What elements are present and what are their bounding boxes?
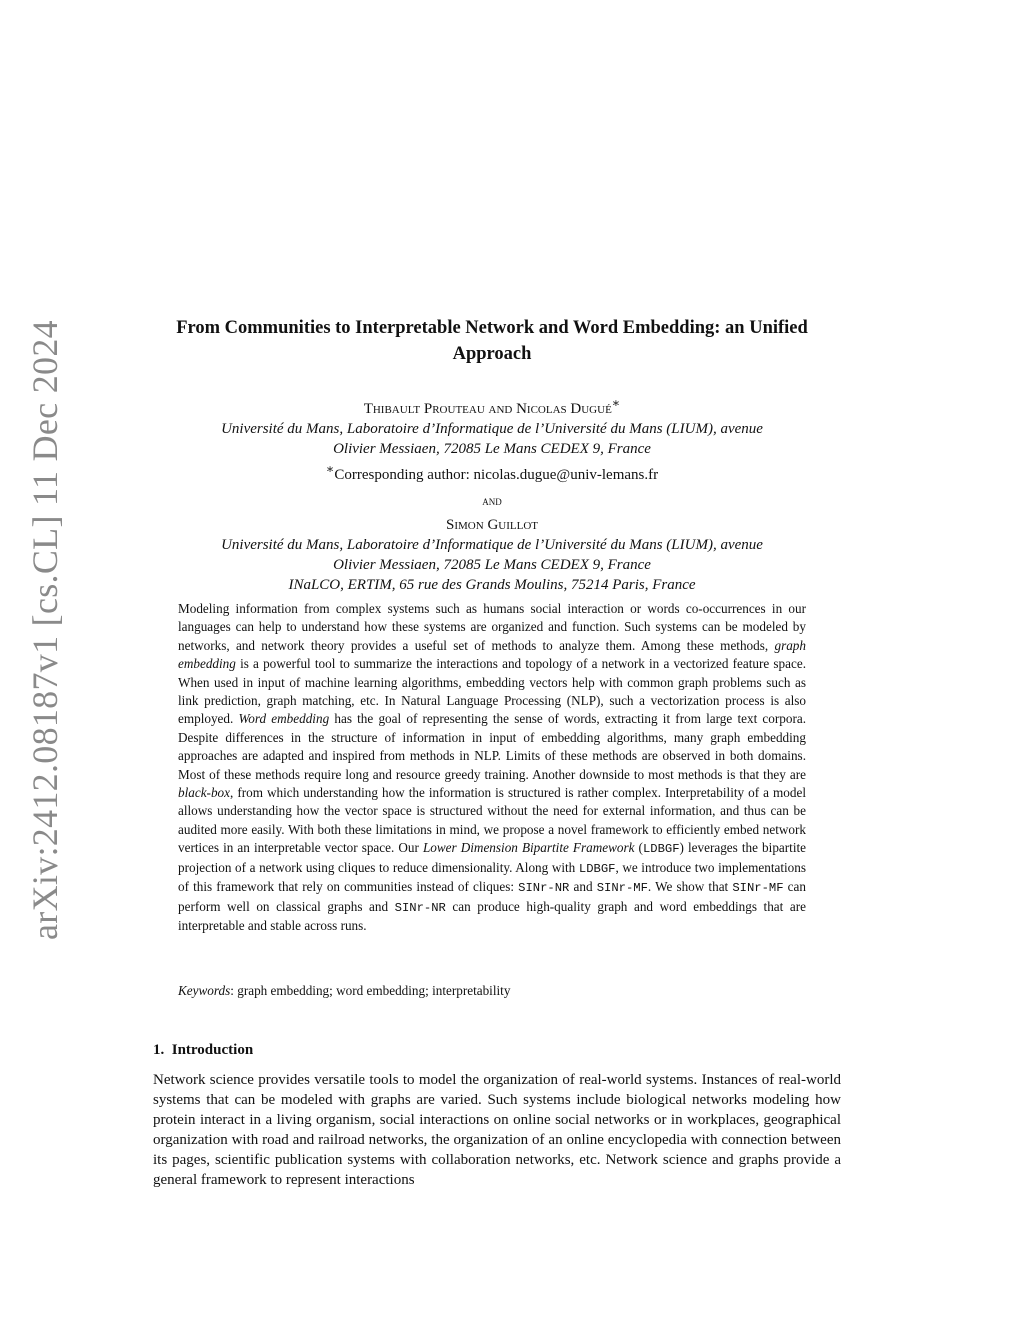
affiliation-line: Olivier Messiaen, 72085 Le Mans CEDEX 9, France <box>333 557 651 573</box>
method-name: SINr-MF <box>596 881 648 896</box>
affiliation-line: INaLCO, ERTIM, 65 rue des Grands Moulins, 75214 Paris, France <box>288 577 696 593</box>
abstract-text: , from which understanding how the information is structured is rather complex. Interpretability of a model allows understanding how the vector space is structured without the need for external information, and thus can be audited more easily. With both these limitations in mind, we propose a novel framework to efficiently embed network vertices in an interpretable vector space. Our <box>178 785 806 856</box>
abstract-text: ( <box>634 840 643 856</box>
method-name: SINr-NR <box>518 881 570 896</box>
method-name: SINr-MF <box>732 881 784 896</box>
abstract-text: and <box>569 879 597 895</box>
abstract-emphasis: black-box <box>178 785 230 801</box>
abstract-text: has the goal of representing the sense of words, extracting it from large text corpora. Despite differences in the structure of information in input of embedding algorithms, many graph embedding approaches are adapted and inspired from methods in NLP. Limits of these methods are observed in both domains. Most of these methods require long and resource greedy training. Another downside to most methods is that they are <box>178 711 806 782</box>
author-names-first: Thibault Prouteau and Nicolas Dugué <box>363 401 612 417</box>
section-heading-introduction <box>153 1040 253 1060</box>
keywords <box>178 982 806 1000</box>
keywords-label: Keywords <box>178 983 231 998</box>
corresponding-marker: ∗ <box>611 396 621 410</box>
method-name: LDBGF <box>642 842 680 857</box>
affiliation-line: Université du Mans, Laboratoire d’Informatique de l’Université du Mans (LIUM), avenue <box>221 421 763 437</box>
abstract-text: can perform well on classical graphs and <box>178 879 806 914</box>
abstract-emphasis: Word embedding <box>238 711 330 727</box>
corresponding-marker: ∗ <box>325 462 335 476</box>
author-names-second: Simon Guillot <box>446 517 538 533</box>
section-title: Introduction <box>171 1042 254 1058</box>
abstract-paragraph <box>178 600 806 935</box>
introduction-paragraph: Network science provides versatile tools to model the organization of real-world systems. Instances of real-world systems that can be modeled with graphs are varied. Such systems include biological networks modeling how protein interact in a living organism, social interactions on online social networks or in workplaces, geographical organization with road and railroad networks, the organization of an online encyclopedia with connection between its pages, scientific publication systems with collaboration networks, etc. Network science and graphs provide a general framework to represent interactions <box>153 1072 841 1189</box>
abstract <box>178 600 806 935</box>
introduction-body <box>153 1070 841 1191</box>
affiliation-line: Olivier Messiaen, 72085 Le Mans CEDEX 9, France <box>333 441 651 457</box>
abstract-text: Modeling information from complex systems such as humans social interaction or words co-occurrences in our languages can help to understand how these systems are organized and function. Such systems can be modeled by networks, and network theory provides a useful set of methods to analyze them. Among these methods, <box>178 601 806 653</box>
abstract-text: ) leverages the bipartite projection of a network using cliques to reduce dimensionality. Along with <box>178 840 807 875</box>
author-names-1 <box>150 393 834 419</box>
keywords-text: : graph embedding; word embedding; interpretability <box>230 983 511 998</box>
corresponding-author <box>150 459 834 485</box>
abstract-text: is a powerful tool to summarize the interactions and topology of a network in a vectorized feature space. When used in input of machine learning algorithms, embedding vectors help with common graph problems such as link prediction, graph matching, etc. In Natural Language Processing (NLP), such a vectorization process is also employed. <box>178 656 806 727</box>
section-number: 1. <box>153 1042 165 1058</box>
abstract-text: . We show that <box>647 879 733 895</box>
arxiv-identifier-stamp: arXiv:2412.08187v1 [cs.CL] 11 Dec 2024 <box>25 320 65 940</box>
authors-block <box>150 393 834 595</box>
abstract-text: , we introduce two implementations of this framework that rely on communities instead of cliques: <box>178 859 806 895</box>
method-name: LDBGF <box>578 861 616 876</box>
abstract-emphasis: Lower Dimension Bipartite Framework <box>422 840 635 856</box>
paper-title: From Communities to Interpretable Network and Word Embedding: an Unified Approach <box>176 318 808 364</box>
corresponding-email-text[interactable]: Corresponding author: nicolas.dugue@univ-lemans.fr <box>334 467 659 483</box>
method-name: SINr-NR <box>394 900 446 915</box>
affiliation-line: Université du Mans, Laboratoire d’Informatique de l’Université du Mans (LIUM), avenue <box>221 537 763 553</box>
abstract-emphasis: graph embedding <box>178 637 806 672</box>
author-separator: and <box>482 493 502 508</box>
abstract-text: can produce high-quality graph and word embeddings that are interpretable and stable across runs. <box>178 898 806 933</box>
